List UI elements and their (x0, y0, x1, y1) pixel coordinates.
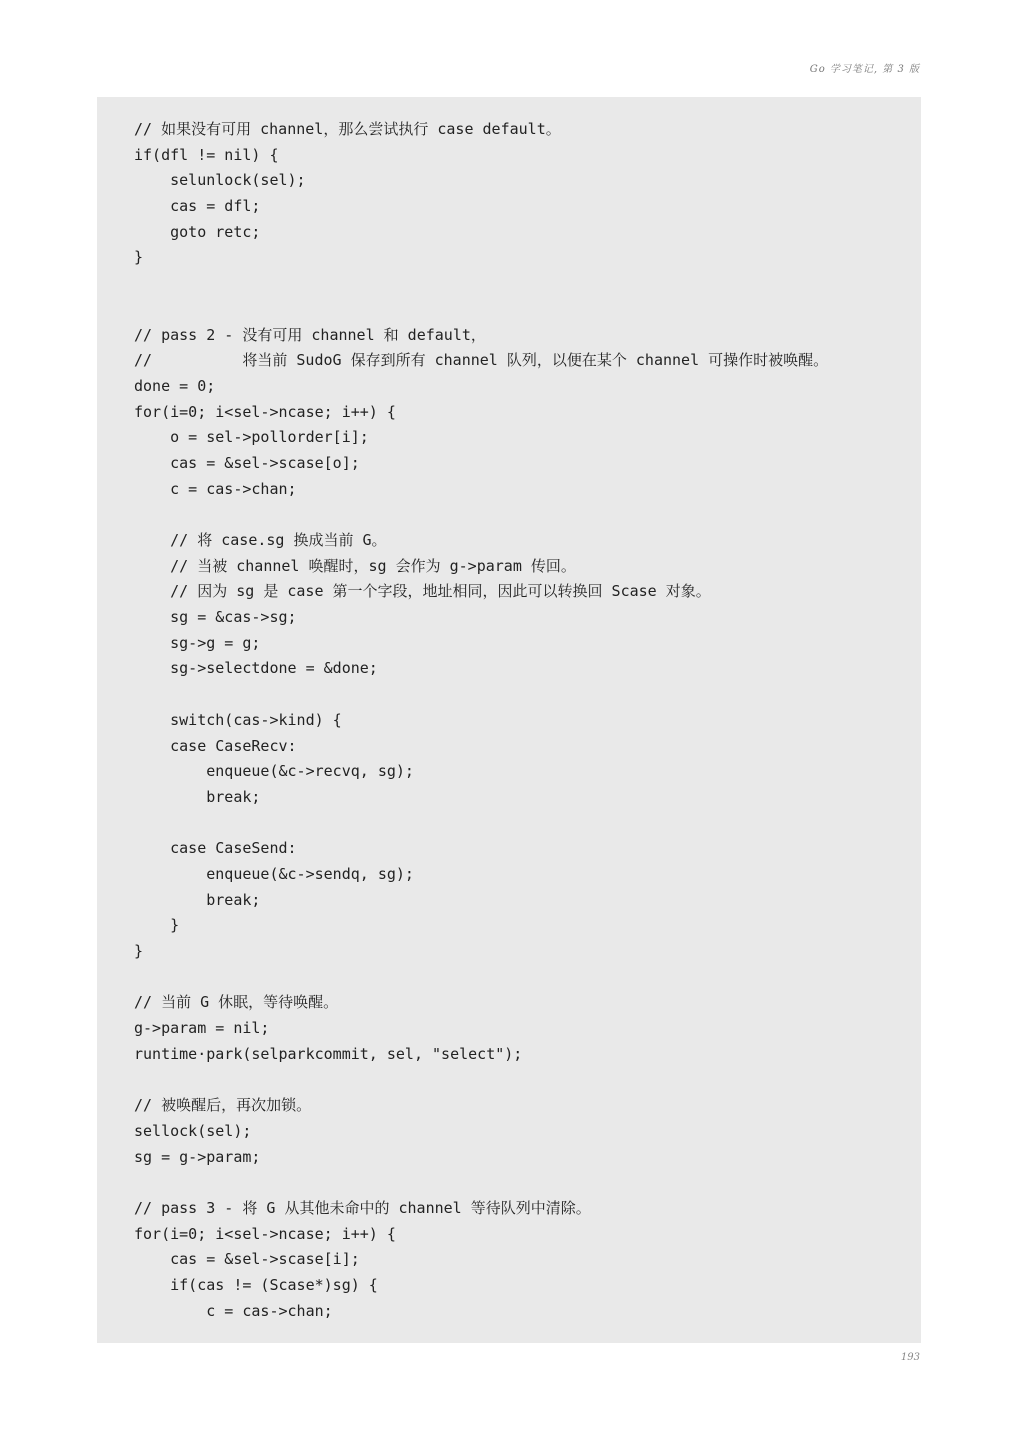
code-line (134, 1067, 921, 1093)
running-header: Go 学习笔记, 第 3 版 (809, 64, 920, 75)
code-line (134, 1170, 921, 1196)
code-line: // 因为 sg 是 case 第一个字段，地址相同，因此可以转换回 Scase 对象。 (134, 582, 711, 601)
code-line: o = sel->pollorder[i]; (134, 428, 369, 447)
code-line: if(dfl != nil) { (134, 145, 279, 164)
code-line (134, 682, 921, 708)
page-number: 193 (900, 1352, 920, 1363)
code-line: sg = g->param; (134, 1147, 261, 1166)
code-line: for(i=0; i<sel->ncase; i++) { (134, 402, 396, 421)
code-line: for(i=0; i<sel->ncase; i++) { (134, 1224, 396, 1243)
code-line: cas = &sel->scase[o]; (134, 453, 360, 472)
code-block (97, 97, 921, 1343)
code-line: // 如果没有可用 channel，那么尝试执行 case default。 (134, 120, 561, 138)
code-line: sg->g = g; (134, 633, 261, 652)
code-line: // 当前 G 休眠，等待唤醒。 (134, 993, 339, 1012)
code-line: } (134, 916, 180, 935)
code-line: break; (134, 787, 261, 806)
code-line: // 将当前 SudoG 保存到所有 channel 队列，以便在某个 channel 可操作时被唤醒。 (134, 351, 829, 370)
code-line (134, 271, 921, 297)
code-line: sellock(sel); (134, 1121, 252, 1140)
code-line: enqueue(&c->sendq, sg); (134, 864, 414, 883)
code-line: // pass 2 - 没有可用 channel 和 default， (134, 325, 486, 344)
code-line: g->param = nil; (134, 1019, 270, 1038)
code-line: cas = dfl; (134, 197, 261, 216)
code-line: } (134, 942, 144, 960)
code-line: sg->selectdone = &done; (134, 659, 378, 678)
code-line: // 当被 channel 唤醒时，sg 会作为 g->param 传回。 (134, 556, 576, 575)
code-line: cas = &sel->scase[i]; (134, 1250, 360, 1269)
code-line: // 将 case.sg 换成当前 G。 (134, 531, 387, 549)
code-line: done = 0; (134, 376, 216, 395)
code-line: c = cas->chan; (134, 1301, 333, 1320)
code-line: // pass 3 - 将 G 从其他未命中的 channel 等待队列中清除。 (134, 1198, 591, 1217)
code-line: // 被唤醒后，再次加锁。 (134, 1096, 312, 1115)
code-line: runtime·park(selparkcommit, sel, "select"); (134, 1044, 523, 1063)
code-line: selunlock(sel); (134, 171, 306, 190)
code-line (134, 811, 921, 837)
code-line (134, 297, 921, 323)
code-line: } (134, 248, 144, 267)
code-line: enqueue(&c->recvq, sg); (134, 762, 414, 781)
code-line: sg = &cas->sg; (134, 608, 297, 627)
code-line: switch(cas->kind) { (134, 710, 342, 729)
code-line (134, 502, 921, 528)
code-line: case CaseRecv: (134, 736, 297, 755)
code-line: break; (134, 890, 261, 909)
code-line: case CaseSend: (134, 839, 297, 858)
code-line: if(cas != (Scase*)sg) { (134, 1275, 378, 1294)
code-line (134, 965, 921, 991)
code-line: goto retc; (134, 222, 261, 241)
code-line: c = cas->chan; (134, 479, 297, 498)
